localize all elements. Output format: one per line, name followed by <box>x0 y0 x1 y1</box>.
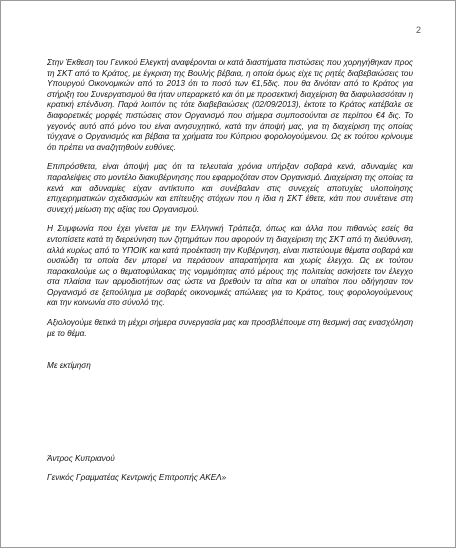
paragraph-agreement-request: Η Συμφωνία που έχει γίνεται με την Ελληνική Τράπεζα, όπως και άλλα που πιθανώς εσείς θα εντοπίσετε κατά τη διερεύνηση των ζητημάτων που αφορούν τη διαχείριση της ΣΚΤ από τη διεύθυνση, αλλά κυρίως από το ΥΠΟΙΚ και κατά προέκταση την Κυβέρνηση, είναι πιστεύουμε θέματα σοβαρά και ουσιώδη τα οποία δεν μπορεί να περάσουν απαρατήρητα και χωρίς έλεγχο. Ως εκ τούτου παρακαλούμε ως ο θεματοφύλακας της νομιμότητας από μέρους της πολιτείας ασκήσετε τον έλεγχο στα πλαίσια των αρμοδιοτήτων σας ώστε να βρεθούν τα αίτια και οι υπαίτιοι που οδήγησαν τον Οργανισμό σε ξεπούλημα με σοβαρές οικονομικές απώλειες για το Κράτος, τους φορολογούμενους και την κοινωνία στο σύνολό της. <box>47 224 413 308</box>
paragraph-governance-gaps: Επιπρόσθετα, είναι άποψή μας ότι τα τελευταία χρόνια υπήρξαν σοβαρά κενά, αδυναμίες και παραλείψεις στο μοντέλο διακυβέρνησης που εφαρμοζόταν στον Οργανισμό. Διαχείριση της οποίας τα κενά και αδυναμίες είχαν αντίκτυπο και συνέβαλαν στις συνεχείς αποτυχίες υλοποίησης επιχειρηματικών σχεδιασμών και επίτευξης στόχων που η ίδια η ΣΚΤ έθετε, κάτι που συνέτεινε στη συνεχή μείωση της αξίας του Οργανισμού. <box>47 162 413 214</box>
signature-block <box>47 454 413 484</box>
paragraph-auditor-report: Στην Έκθεση του Γενικού Ελεγκτή αναφέρονται οι κατά διαστήματα πιστώσεις που χορηγήθηκαν προς τη ΣΚΤ από το Κράτος, με έγκριση της Βουλής βέβαια, η οποία όμως είχε τις ρητές διαβεβαιώσεις του Υπουργού Οικονομικών από το 2013 ότι το ποσό των €1,5δις. που θα δινόταν από το Κράτος για στήριξη του Συνεργατισμού θα ήταν υπεραρκετό και ότι με προσεκτική διαχείριση θα διαφυλασσόταν η κρατική επένδυση. Παρά λοιπόν τις τότε διαβεβαιώσεις (02/09/2013), έκτοτε το Κράτος κατέβαλε σε διαφορετικές μορφές πιστώσεις στον Οργανισμό που σήμερα συμποσούνται σε περίπου €4 δις. Το γεγονός αυτό από μόνο του είναι ανησυχητικό, κατά την άποψή μας, για τη διαχείριση της οποίας τύγχανε ο Οργανισμός και βέβαια τα χρήματα του Κύπριου φορολογούμενου. Ως εκ τούτου κρίνουμε ότι πρέπει να αναζητηθούν ευθύνες. <box>47 58 413 152</box>
closing-salutation: Με εκτίμηση <box>47 361 91 371</box>
paragraph-appreciation: Αξιολογούμε θετικά τη μέχρι σήμερα συνεργασία μας και προσβλέπουμε στη θεσμική σας ενασχόληση με το θέμα. <box>47 318 413 338</box>
letter-body <box>47 58 413 493</box>
signatory-name: Άντρος Κυπριανού <box>47 453 115 463</box>
signatory-title: Γενικός Γραμματέας Κεντρικής Επιτροπής ΑΚΕΛ» <box>47 473 227 483</box>
page-number: 2 <box>415 25 421 35</box>
